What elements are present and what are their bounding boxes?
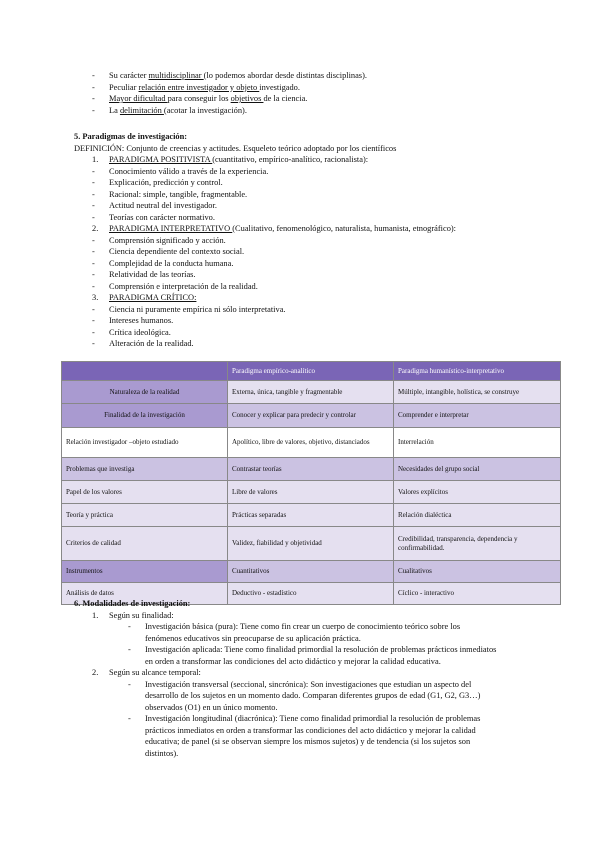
bullet-text: Peculiar relación entre investigador y objeto investigado. (109, 82, 300, 92)
table-row (62, 527, 561, 561)
table-cell: Deductivo - estadístico (228, 583, 394, 605)
list-item: - Intereses humanos. (92, 316, 174, 325)
list-item: - Explicación, predicción y control. (92, 178, 223, 187)
paradigm-title: 2. PARADIGMA INTERPRETATIVO (Cualitativo, fenomenológico, naturalista, humanista, etnográfico): (92, 224, 456, 233)
list-item-continuation: distintos). (145, 748, 179, 758)
row-label: Papel de los valores (62, 481, 228, 504)
table-row (62, 504, 561, 527)
list-item-continuation: en orden a transformar las condiciones del acto didáctico y mejorar la calidad educativa. (145, 656, 441, 666)
table-row (62, 458, 561, 481)
table-header-cell (62, 362, 228, 381)
list-item-continuation: desarrollo de los sujetos en un momento dado. Comparan diferentes grupos de edad (G1, G2, G3…) (145, 691, 481, 700)
bullet-text: La delimitación (acotar la investigación). (109, 105, 247, 115)
table-row (62, 561, 561, 583)
paradigm-title: 3. PARADIGMA CRÍTICO: (92, 293, 197, 302)
list-item: - Relatividad de las teorías. (92, 270, 196, 279)
list-item: - Crítica ideológica. (92, 327, 171, 337)
list-item: - Investigación básica (pura): Tiene como fin crear un cuerpo de conocimiento teórico sobre los (128, 622, 461, 631)
bullet-dash: - (92, 94, 95, 103)
bullet-dash: - (92, 105, 95, 115)
top-bullet-list (0, 70, 600, 116)
list-item: - Conocimiento válido a través de la experiencia. (92, 166, 269, 176)
table-cell: Libre de valores (228, 481, 394, 504)
table-cell: Comprender e interpretar (394, 404, 561, 428)
list-item: - Investigación longitudinal (diacrónica): Tiene como finalidad primordial la resolución de problemas (128, 714, 481, 723)
section-heading: 5. Paradigmas de investigación: (74, 132, 188, 141)
paradigm-comparison-table (61, 361, 561, 605)
table-cell: Conocer y explicar para predecir y controlar (228, 404, 394, 428)
paradigm-title: 1. PARADIGMA POSITIVISTA (cuantitativo, empírico-analítico, racionalista): (92, 155, 369, 164)
bullet-text: Mayor dificultad para conseguir los objetivos de la ciencia. (109, 94, 308, 103)
section-5 (0, 131, 600, 350)
bullet-dash: - (92, 82, 95, 92)
section-6 (0, 598, 600, 759)
list-item: - Ciencia ni puramente empírica ni sólo interpretativa. (92, 304, 286, 314)
section-heading: 6. Modalidades de investigación: (74, 599, 191, 608)
table-cell: Contrastar teorías (228, 458, 394, 481)
row-label: Criterios de calidad (62, 527, 228, 561)
table-cell: Interrelación (394, 428, 561, 458)
table-cell: Cuantitativos (228, 561, 394, 583)
list-item: - Comprensión significado y acción. (92, 235, 226, 245)
list-item (0, 105, 600, 117)
row-label: Relación investigador –objeto estudiado (62, 428, 228, 458)
definition-line: DEFINICIÓN: Conjunto de creencias y actitudes. Esqueleto teórico adoptado por los científicos (74, 143, 397, 153)
table-row (62, 404, 561, 428)
table-cell: Apolítico, libre de valores, objetivo, distanciados (228, 428, 394, 458)
list-item: - Comprensión e interpretación de la realidad. (92, 281, 258, 291)
row-label: Naturaleza de la realidad (62, 381, 228, 404)
list-item: - Teorías con carácter normativo. (92, 212, 215, 222)
list-item (0, 93, 600, 105)
list-item (0, 70, 600, 82)
list-item-continuation: fenómenos educativos sin preocuparse de su aplicación práctica. (145, 633, 361, 643)
list-item-continuation: educativa; de panel (si se observan siempre los mismos sujetos) y de tendencia (si los sujetos son (145, 737, 471, 746)
table-cell: Cualitativos (394, 561, 561, 583)
table-cell: Validez, fiabilidad y objetividad (228, 527, 394, 561)
bullet-text: Su carácter multidisciplinar (lo podemos abordar desde distintas disciplinas). (109, 71, 367, 80)
list-item: - Ciencia dependiente del contexto social. (92, 247, 245, 256)
row-label: Instrumentos (62, 561, 228, 583)
table-cell: Credibilidad, transparencia, dependencia y confirmabilidad. (394, 527, 561, 561)
table-cell: Necesidades del grupo social (394, 458, 561, 481)
table-row (62, 481, 561, 504)
table-cell: Prácticas separadas (228, 504, 394, 527)
bullet-dash: - (92, 71, 95, 80)
row-label: Finalidad de la investigación (62, 404, 228, 428)
table-header-row (62, 362, 561, 381)
row-label: Análisis de datos (62, 583, 228, 605)
table-header-cell: Paradigma humanístico-interpretativo (394, 362, 561, 381)
list-item: - Complejidad de la conducta humana. (92, 258, 234, 268)
row-label: Problemas que investiga (62, 458, 228, 481)
list-item: - Investigación aplicada: Tiene como finalidad primordial la resolución de problemas prácticos inmediatos (128, 645, 497, 654)
row-label: Teoría y práctica (62, 504, 228, 527)
table-header-cell: Paradigma empírico-analítico (228, 362, 394, 381)
modality-group-title: 2. Según su alcance temporal: (92, 668, 201, 677)
list-item-continuation: prácticos inmediatos en orden a transformar las condiciones del acto didáctico y mejorar la calidad (145, 725, 476, 735)
list-item: - Alteración de la realidad. (92, 339, 194, 348)
table-cell: Cíclico - interactivo (394, 583, 561, 605)
table-cell: Valores explícitos (394, 481, 561, 504)
table-cell: Externa, única, tangible y fragmentable (228, 381, 394, 404)
list-item: - Actitud neutral del investigador. (92, 201, 217, 210)
table-row (62, 428, 561, 458)
list-item: - Racional: simple, tangible, fragmentable. (92, 189, 248, 199)
list-item-continuation: observados (O1) en un único momento. (145, 702, 278, 712)
table-cell: Relación dialéctica (394, 504, 561, 527)
list-item: - Investigación transversal (seccional, sincrónica): Son investigaciones que estudian un aspecto del (128, 679, 472, 689)
table-row (62, 381, 561, 404)
table-cell: Múltiple, intangible, holística, se construye (394, 381, 561, 404)
list-item (0, 82, 600, 94)
modality-group-title: 1. Según su finalidad: (92, 610, 174, 620)
